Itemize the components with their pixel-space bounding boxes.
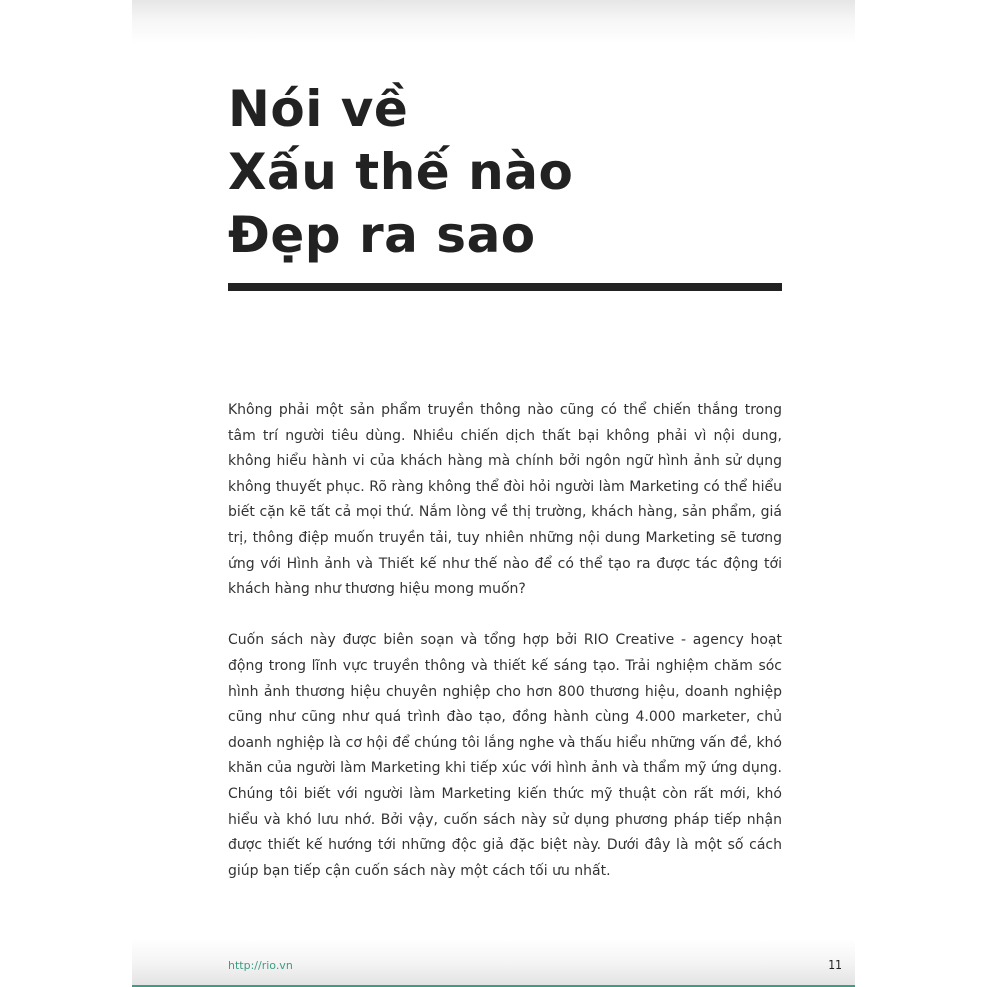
book-page — [132, 0, 855, 987]
paragraph-2: Cuốn sách này được biên soạn và tổng hợp bởi RIO Creative - agency hoạt động trong lĩnh vực truyền thông và thiết kế sáng tạo. Trải nghiệm chăm sóc hình ảnh thương hiệu chuyên nghiệp cho hơn 800 thương hiệu, doanh nghiệp cũng như cũng như quá trình đào tạo, đồng hành cùng 4.000 marketer, chủ doanh nghiệp là cơ hội để chúng tôi lắng nghe và thấu hiểu những vấn đề, khó khăn của người làm Marketing khi tiếp xúc với hình ảnh và thẩm mỹ ứng dụng. Chúng tôi biết với người làm Marketing kiến thức mỹ thuật còn rất mới, khó hiểu và khó lưu nhớ. Bởi vậy, cuốn sách này sử dụng phương pháp tiếp nhận được thiết kế hướng tới những độc giả đặc biệt này. Dưới đây là một số cách giúp bạn tiếp cận cuốn sách này một cách tối ưu nhất. — [228, 632, 782, 879]
page-number: 11 — [828, 958, 842, 972]
title-line-2: Xấu thế nào — [228, 143, 574, 201]
page-top-shadow — [132, 0, 855, 44]
title-underline-rule — [228, 283, 782, 291]
paragraph-1: Không phải một sản phẩm truyền thông nào cũng có thể chiến thắng trong tâm trí người tiêu dùng. Nhiều chiến dịch thất bại không phải vì nội dung, không hiểu hành vi của khách hàng mà chính bởi ngôn ngữ hình ảnh sử dụng không thuyết phục. Rõ ràng không thể đòi hỏi người làm Marketing có thể hiểu biết cặn kẽ tất cả mọi thứ. Nắm lòng về thị trường, khách hàng, sản phẩm, giá trị, thông điệp muốn truyền tải, tuy nhiên những nội dung Marketing sẽ tương ứng với Hình ảnh và Thiết kế như thế nào để có thể tạo ra được tác động tới khách hàng như thương hiệu mong muốn? — [228, 402, 782, 598]
title-line-3: Đẹp ra sao — [228, 206, 536, 264]
page-title — [228, 78, 573, 267]
footer-website-link[interactable]: http://rio.vn — [228, 959, 293, 972]
body-text — [228, 398, 782, 884]
title-line-1: Nói về — [228, 80, 409, 138]
